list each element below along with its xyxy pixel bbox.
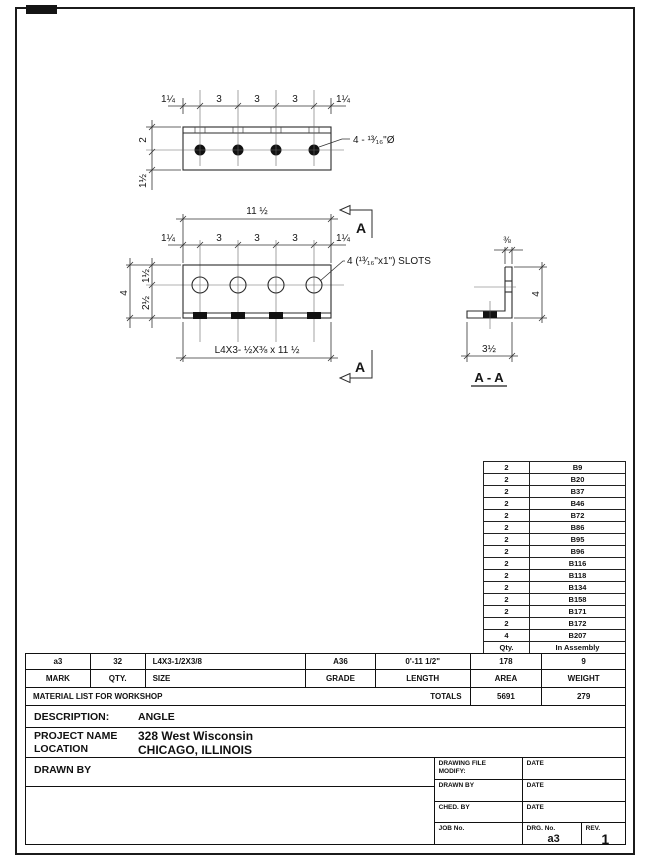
material-headers-row bbox=[26, 670, 625, 688]
front-view-centerlines bbox=[146, 240, 344, 342]
assembly-part: B46 bbox=[570, 499, 585, 508]
assembly-qty: 2 bbox=[484, 486, 530, 497]
assembly-qty: 2 bbox=[484, 594, 530, 605]
stamp-block bbox=[435, 758, 625, 844]
dim-label: 1¼ bbox=[336, 94, 350, 105]
dim-label: 2 bbox=[138, 137, 149, 143]
assembly-row bbox=[484, 582, 625, 594]
assembly-part: B9 bbox=[572, 463, 583, 472]
weight-header: WEIGHT bbox=[567, 674, 600, 683]
assembly-part: B171 bbox=[568, 607, 587, 616]
slots-callout: 4 (¹³⁄₁₆"x1") SLOTS bbox=[347, 256, 431, 267]
mark-header: MARK bbox=[26, 670, 91, 687]
dim-label: 4 bbox=[531, 291, 542, 297]
assembly-part: B116 bbox=[568, 559, 587, 568]
drawing-file-label bbox=[435, 758, 523, 779]
area-header: AREA bbox=[471, 670, 543, 687]
totals-weight: 279 bbox=[576, 692, 591, 701]
section-view-labels bbox=[474, 235, 542, 385]
dim-label: 1¼ bbox=[161, 94, 175, 105]
project-row bbox=[26, 728, 625, 758]
assembly-qty: 2 bbox=[484, 546, 530, 557]
front-view-labels bbox=[119, 206, 431, 375]
assembly-row bbox=[484, 522, 625, 534]
section-dimensions bbox=[461, 247, 547, 362]
assembly-part: B134 bbox=[568, 583, 587, 592]
assembly-part: B86 bbox=[570, 523, 585, 532]
location-value: CHICAGO, ILLINOIS bbox=[138, 743, 252, 757]
assembly-qty: 2 bbox=[484, 582, 530, 593]
top-view-slot-ticks bbox=[195, 127, 319, 133]
assembly-qty: 2 bbox=[484, 534, 530, 545]
section-centerlines bbox=[474, 287, 516, 329]
date-field: DATE bbox=[526, 760, 544, 767]
top-view-dimensions bbox=[146, 98, 350, 190]
length-header: LENGTH bbox=[376, 670, 471, 687]
dim-label: 3 bbox=[216, 94, 222, 105]
assembly-row bbox=[484, 630, 625, 642]
drawing-file-text: DRAWING FILE bbox=[438, 760, 486, 767]
description-row bbox=[26, 706, 625, 728]
length-value: 0'-11 1/2" bbox=[376, 654, 471, 669]
assembly-row bbox=[484, 606, 625, 618]
assembly-row bbox=[484, 546, 625, 558]
assembly-qty: 2 bbox=[484, 498, 530, 509]
section-letter-bottom: A bbox=[354, 359, 366, 375]
in-assembly-header: In Assembly bbox=[555, 643, 600, 652]
assembly-part: B95 bbox=[570, 535, 585, 544]
section-view-outline bbox=[467, 267, 512, 318]
size-header: SIZE bbox=[146, 670, 306, 687]
grade-value: A36 bbox=[306, 654, 376, 669]
dim-label: 1½ bbox=[138, 174, 149, 188]
assembly-part: B37 bbox=[570, 487, 585, 496]
top-view-centerlines bbox=[146, 90, 344, 166]
area-value: 178 bbox=[471, 654, 543, 669]
assembly-part: B72 bbox=[570, 511, 585, 520]
dim-label: 3 bbox=[292, 233, 298, 244]
rev-label: REV. bbox=[585, 825, 601, 832]
rev-cell bbox=[582, 823, 625, 844]
dim-label: 1½ bbox=[141, 269, 152, 283]
dim-label: 3½ bbox=[482, 344, 496, 355]
front-view-outline bbox=[183, 265, 331, 318]
dim-label: ⅜ bbox=[503, 235, 511, 245]
totals-area: 5691 bbox=[471, 688, 543, 705]
weight-value: 9 bbox=[581, 657, 586, 666]
material-values-row bbox=[26, 654, 625, 670]
assembly-qty: 2 bbox=[484, 618, 530, 629]
assembly-table bbox=[483, 461, 626, 654]
description-value: ANGLE bbox=[138, 710, 175, 723]
drawn-by-block bbox=[26, 758, 625, 844]
drg-no-cell bbox=[523, 823, 582, 844]
assembly-part: B96 bbox=[570, 547, 585, 556]
assembly-row bbox=[484, 498, 625, 510]
drg-no-label: DRG. No. bbox=[526, 825, 556, 832]
date-field: DATE bbox=[526, 782, 544, 789]
grade-header: GRADE bbox=[306, 670, 376, 687]
holes-callout: 4 - ¹³⁄₁₆"Ø bbox=[353, 135, 395, 146]
assembly-qty: 2 bbox=[484, 522, 530, 533]
section-title: A - A bbox=[474, 370, 504, 385]
drg-no-value: a3 bbox=[547, 833, 560, 844]
assembly-part: B172 bbox=[568, 619, 587, 628]
drawn-by-label: DRAWN BY bbox=[26, 758, 434, 787]
dim-label: 3 bbox=[254, 94, 260, 105]
assembly-qty: 2 bbox=[484, 510, 530, 521]
mark-value: a3 bbox=[26, 654, 91, 669]
material-list-title: MATERIAL LIST FOR WORKSHOP bbox=[33, 692, 163, 701]
dim-label: 3 bbox=[216, 233, 222, 244]
qty-header: QTY. bbox=[91, 670, 146, 687]
dim-label: 4 bbox=[119, 290, 130, 296]
assembly-row bbox=[484, 534, 625, 546]
assembly-row bbox=[484, 594, 625, 606]
totals-label: TOTALS bbox=[430, 692, 462, 701]
assembly-row bbox=[484, 474, 625, 486]
dim-label: 2½ bbox=[141, 296, 152, 310]
top-view-dim-labels bbox=[138, 93, 395, 188]
assembly-part: B158 bbox=[568, 595, 587, 604]
assembly-qty: 2 bbox=[484, 606, 530, 617]
section-letter-top: A bbox=[355, 220, 367, 236]
assembly-row bbox=[484, 510, 625, 522]
size-label: L4X3- ½X⅜ x 11 ½ bbox=[214, 345, 300, 356]
project-name-label: PROJECT NAME bbox=[34, 730, 118, 742]
assembly-row bbox=[484, 570, 625, 582]
qty-value: 32 bbox=[91, 654, 146, 669]
assembly-qty: 2 bbox=[484, 462, 530, 473]
title-block bbox=[25, 653, 626, 845]
job-no-label: JOB No. bbox=[435, 823, 523, 844]
assembly-row bbox=[484, 618, 625, 630]
assembly-table-rows bbox=[484, 462, 625, 642]
assembly-qty: 2 bbox=[484, 570, 530, 581]
drawn-by-stamp-label: DRAWN BY bbox=[435, 780, 523, 801]
qty-header: Qty. bbox=[484, 642, 530, 653]
front-view-dimensions bbox=[126, 214, 346, 362]
assembly-qty: 4 bbox=[484, 630, 530, 641]
size-value: L4X3-1/2X3/8 bbox=[146, 654, 306, 669]
project-name-value: 328 West Wisconsin bbox=[138, 729, 254, 743]
description-label: DESCRIPTION: bbox=[34, 710, 110, 723]
checked-by-label: CHED. BY bbox=[435, 802, 523, 822]
assembly-qty: 2 bbox=[484, 558, 530, 569]
dim-label: 1¼ bbox=[336, 233, 350, 244]
dim-label: 3 bbox=[292, 94, 298, 105]
assembly-part: B118 bbox=[568, 571, 587, 580]
dim-label: 3 bbox=[254, 233, 260, 244]
date-field: DATE bbox=[526, 804, 544, 811]
dim-label: 11 ½ bbox=[246, 206, 268, 217]
assembly-row bbox=[484, 462, 625, 474]
rev-value: 1 bbox=[601, 831, 610, 844]
dim-label: 1¼ bbox=[161, 233, 175, 244]
location-label: LOCATION bbox=[34, 743, 89, 755]
drawn-by-field bbox=[26, 787, 434, 844]
assembly-part: B20 bbox=[570, 475, 585, 484]
assembly-part: B207 bbox=[568, 631, 587, 640]
assembly-row bbox=[484, 558, 625, 570]
assembly-qty: 2 bbox=[484, 474, 530, 485]
totals-row bbox=[26, 688, 625, 706]
assembly-row bbox=[484, 486, 625, 498]
modify-text: MODIFY: bbox=[438, 768, 466, 775]
